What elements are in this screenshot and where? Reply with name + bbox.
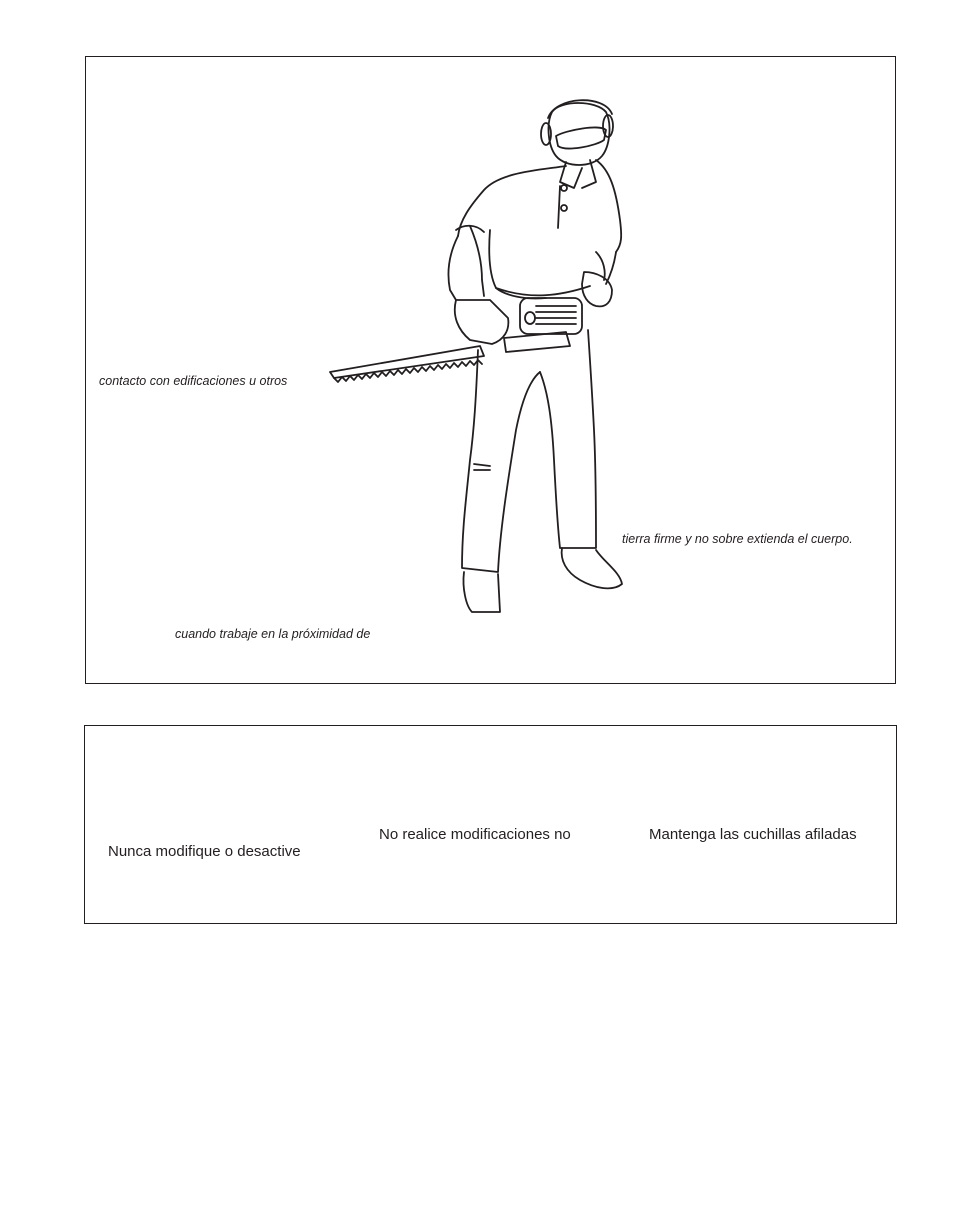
caption-firm-ground: tierra firme y no sobre extienda el cuerpo. <box>622 532 853 546</box>
notes-frame <box>84 725 897 924</box>
caption-proximity: cuando trabaje en la próximidad de <box>175 627 371 641</box>
note-never-modify: Nunca modifique o desactive <box>108 843 301 860</box>
note-no-modifications: No realice modificaciones no <box>379 826 571 843</box>
note-keep-blades-sharp: Mantenga las cuchillas afiladas <box>649 826 857 843</box>
caption-building-contact: contacto con edificaciones u otros <box>99 374 288 388</box>
